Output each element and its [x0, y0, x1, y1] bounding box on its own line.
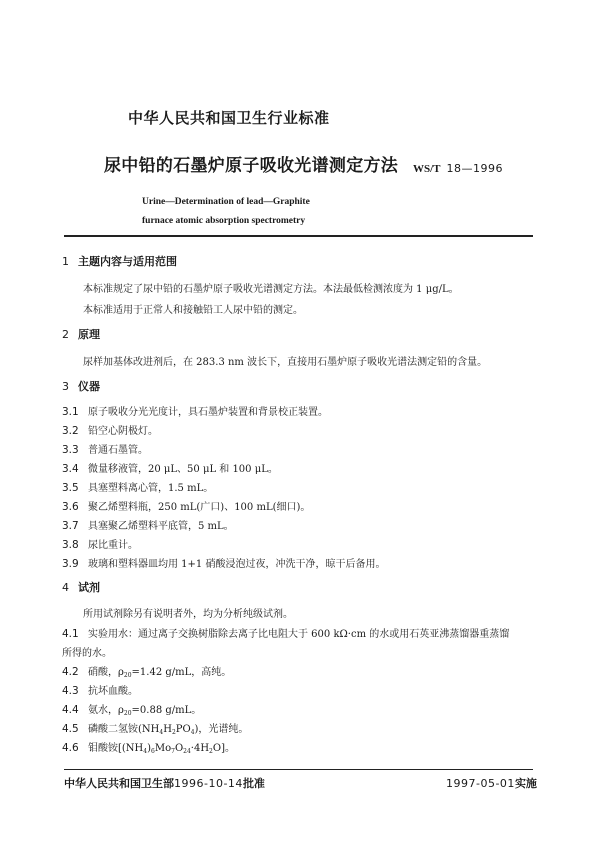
- section-title: 试剂: [78, 581, 100, 594]
- list-item: 4.3 抗坏血酸。: [62, 685, 138, 697]
- section-title: 仪器: [78, 380, 100, 393]
- section-title: 原理: [78, 328, 100, 341]
- document-title-en-line2: furnace atomic absorption spectrometry: [142, 216, 306, 226]
- list-item-continuation: 所得的水。: [62, 648, 112, 659]
- document-title-en-line1: Urine—Determination of lead—Graphite: [142, 197, 310, 207]
- effective-label: 实施: [514, 777, 537, 790]
- standard-code: [413, 162, 503, 175]
- document-title-cn: 尿中铅的石墨炉原子吸收光谱测定方法: [104, 156, 399, 176]
- section-heading-3: [62, 378, 100, 394]
- effective-date: 1997-05-01: [446, 777, 515, 790]
- list-item: 3.3 普通石墨管。: [62, 444, 148, 456]
- section-heading-4: [62, 579, 100, 595]
- section-number: 1: [62, 255, 69, 268]
- approval-org: 中华人民共和国卫生部: [64, 777, 174, 790]
- list-item: 4.2 硝酸，$\rho_{20}=1.42$ g/mL，高纯。: [62, 666, 232, 679]
- section-number: 2: [62, 328, 69, 341]
- paragraph: 本标准规定了尿中铅的石墨炉原子吸收光谱测定方法。本法最低检测浓度为 1 μg/L。: [83, 284, 459, 295]
- section-heading-2: [62, 326, 100, 342]
- approval-date: 1996-10-14: [174, 777, 243, 790]
- footer-divider: [64, 769, 533, 770]
- list-item: 3.6 聚乙烯塑料瓶，250 mL(广口)、100 mL(细口)。: [62, 501, 311, 513]
- paragraph: 所用试剂除另有说明者外，均为分析纯级试剂。: [83, 609, 293, 620]
- issuing-organization: 中华人民共和国卫生行业标准: [128, 109, 330, 127]
- paragraph: 本标准适用于正常人和接触铅工人尿中铅的测定。: [83, 305, 303, 316]
- section-number: 3: [62, 380, 69, 393]
- list-item: 4.5 磷酸二氢铵$(NH_4H_2PO_4)$，光谱纯。: [62, 723, 249, 736]
- list-item: 3.4 微量移液管，20 μL、50 μL 和 100 μL。: [62, 463, 278, 475]
- list-item: 3.8 尿比重计。: [62, 539, 138, 551]
- approval-info: [64, 775, 265, 791]
- section-title: 主题内容与适用范围: [78, 255, 177, 268]
- section-number: 4: [62, 581, 69, 594]
- list-item: 3.5 具塞塑料离心管，1.5 mL。: [62, 482, 214, 494]
- standard-prefix: WS/T: [413, 163, 441, 175]
- effective-info: [446, 775, 537, 791]
- standard-number: 18—1996: [446, 162, 504, 175]
- list-item: 4.6 钼酸铵$[(NH_4)_6Mo_7O_{24}\cdot 4H_2O]$。: [62, 742, 235, 755]
- list-item: 4.4 氨水，$\rho_{20}=0.88$ g/mL。: [62, 704, 202, 717]
- section-heading-1: [62, 253, 177, 269]
- list-item: 3.9 玻璃和塑料器皿均用 1+1 硝酸浸泡过夜，冲洗干净，晾干后备用。: [62, 558, 386, 570]
- header-divider: [64, 235, 533, 237]
- list-item: 4.1 实验用水：通过离子交换树脂除去离子比电阻大于 600 kΩ·cm 的水或用石英亚沸蒸馏器重蒸馏: [62, 628, 510, 640]
- list-item: 3.1 原子吸收分光光度计，具石墨炉装置和背景校正装置。: [62, 406, 328, 418]
- list-item: 3.7 具塞聚乙烯塑料平底管，5 mL。: [62, 520, 234, 532]
- list-item: 3.2 铅空心阴极灯。: [62, 425, 158, 437]
- approval-label: 批准: [242, 777, 265, 790]
- paragraph: 尿样加基体改进剂后，在 283.3 nm 波长下，直接用石墨炉原子吸收光谱法测定铅的含量。: [83, 357, 488, 368]
